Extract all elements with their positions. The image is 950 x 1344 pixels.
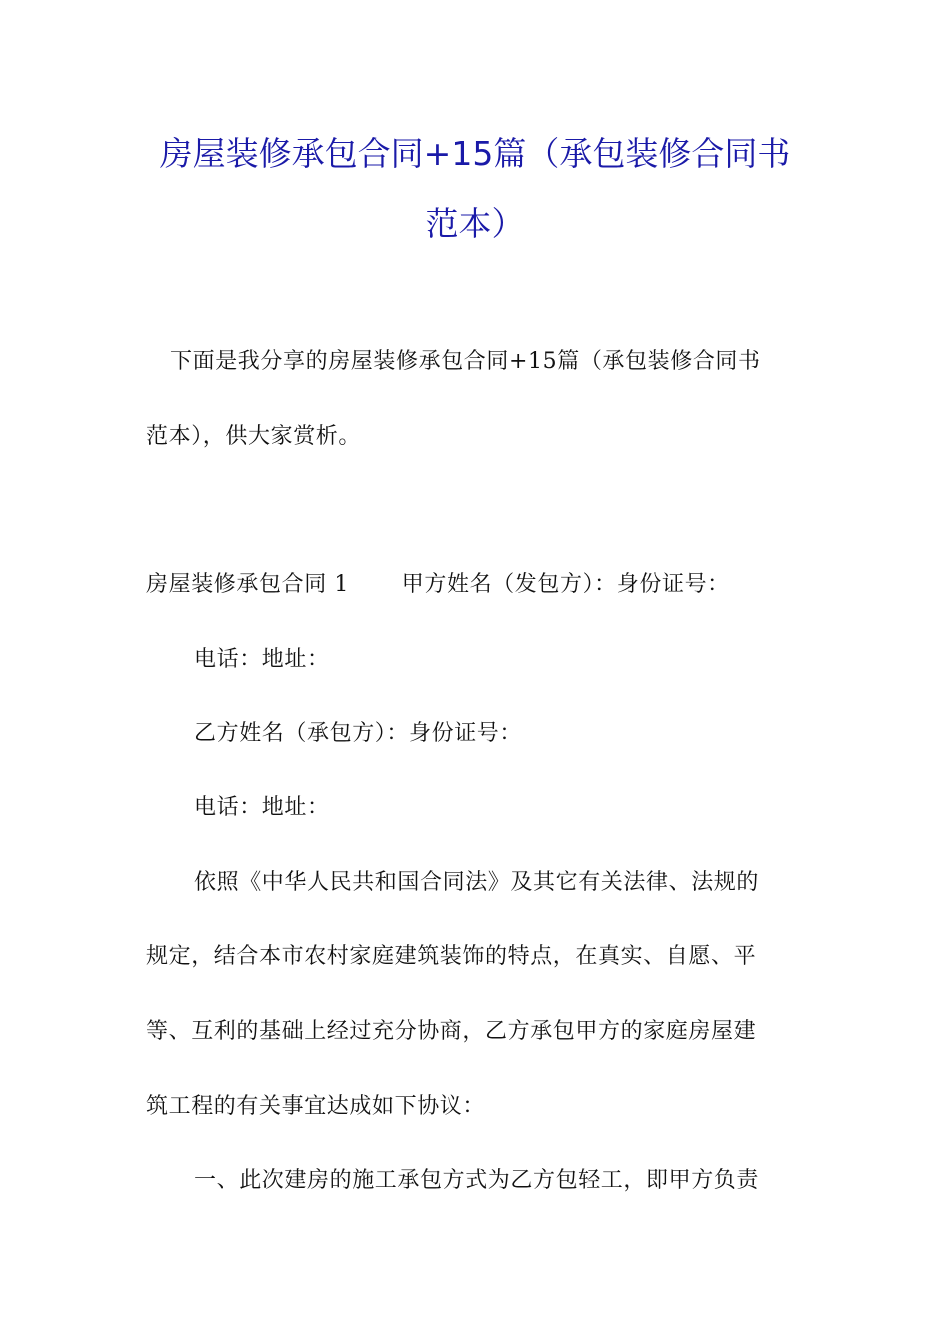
paragraph-2-line-1: 一、此次建房的施工承包方式为乙方包轻工，即甲方负责 xyxy=(194,1168,760,1193)
paragraph-1-line-2: 规定，结合本市农村家庭建筑装饰的特点，在真实、自愿、平 xyxy=(146,944,757,969)
intro-line-2: 范本），供大家赏析。 xyxy=(146,424,362,449)
intro-line-1: 下面是我分享的房屋装修承包合同+15篇（承包装修合同书 xyxy=(170,349,761,374)
contract-heading: 房屋装修承包合同 1 甲方姓名（发包方）：身份证号： xyxy=(146,572,730,597)
document-title-line-2: 范本） xyxy=(425,204,525,243)
document-title-line-1: 房屋装修承包合同+15篇（承包装修合同书 xyxy=(159,134,791,173)
party-b-phone-address: 电话：地址： xyxy=(194,795,330,820)
party-a-phone-address: 电话：地址： xyxy=(194,647,330,672)
paragraph-1-line-3: 等、互利的基础上经过充分协商，乙方承包甲方的家庭房屋建 xyxy=(146,1019,757,1044)
paragraph-1-line-4: 筑工程的有关事宜达成如下协议： xyxy=(146,1094,486,1119)
party-b-info: 乙方姓名（承包方）：身份证号： xyxy=(194,721,523,746)
paragraph-1-line-1: 依照《中华人民共和国合同法》及其它有关法律、法规的 xyxy=(194,870,760,895)
